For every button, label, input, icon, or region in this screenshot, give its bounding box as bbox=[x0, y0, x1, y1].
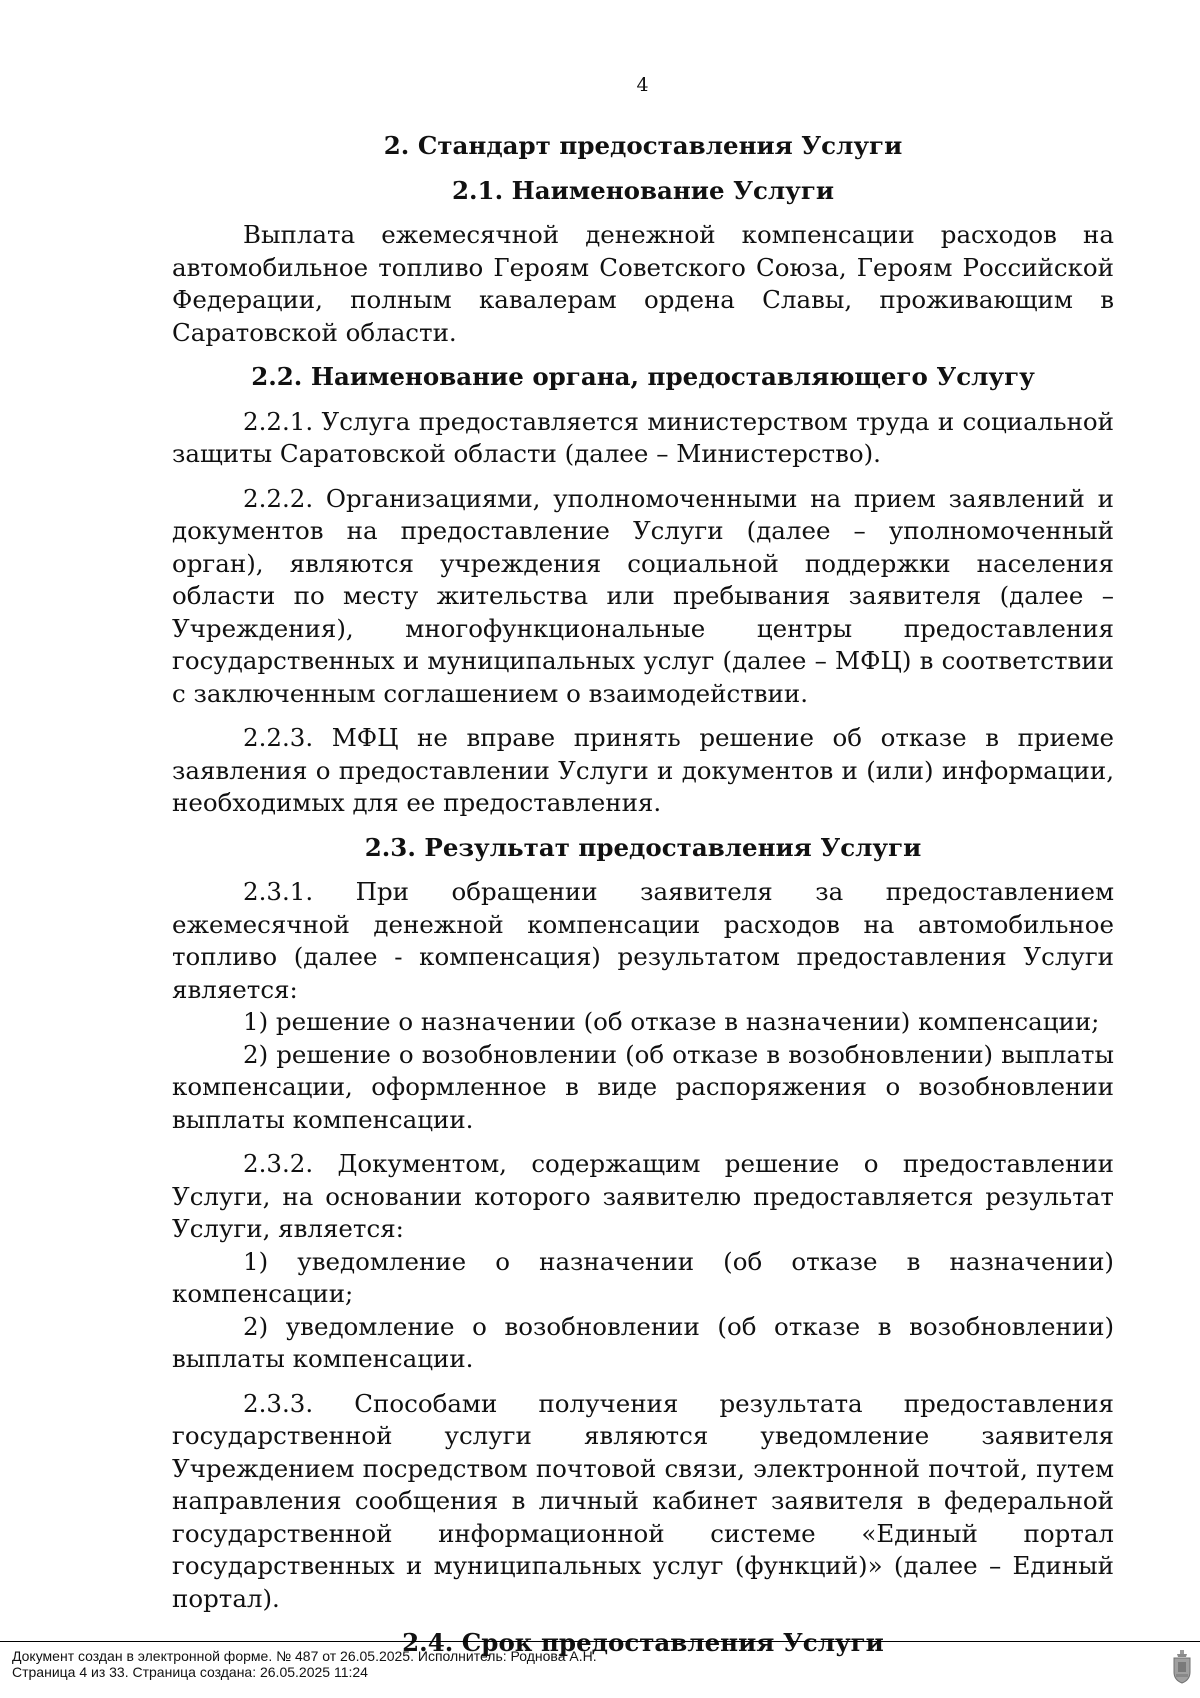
section-heading-standard: 2. Стандарт предоставления Услуги bbox=[383, 131, 903, 160]
list-item-2-3-1-1: 1) решение о назначении (об отказе в назначении) компенсации; bbox=[243, 1007, 1100, 1036]
subsection-heading-authority: 2.2. Наименование органа, предоставляющего Услугу bbox=[251, 362, 1035, 391]
paragraph-2-3-1: 2.3.1. При обращении заявителя за предоставлением ежемесячной денежной компенсации расходов на автомобильное топливо (далее - компенсация) результатом предоставления Услуги является: bbox=[172, 877, 1114, 1004]
subsection-heading-result: 2.3. Результат предоставления Услуги bbox=[364, 832, 922, 862]
paragraph-2-2-2: 2.2.2. Организациями, уполномоченными на прием заявлений и документов на предоставление Услуги (далее – уполномоченный орган), являются учреждения социальной поддержки населения области по месту жительства или пребывания заявителя (далее – Учреждения), многофункциональные центры предоставления государственных и муниципальных услуг (далее – МФЦ) в соответствии с заключенным соглашением о взаимодействии. bbox=[172, 483, 1114, 708]
footer-line-document-info: Документ создан в электронной форме. № 487 от 26.05.2025. Исполнитель: Роднова А.Н. bbox=[12, 1648, 597, 1664]
document-body bbox=[172, 130, 1114, 1672]
list-item-2-3-1-2: 2) решение о возобновлении (об отказе в возобновлении) выплаты компенсации, оформленное в виде распоряжения о возобновлении выплаты компенсации. bbox=[172, 1039, 1114, 1134]
paragraph-2-2-1: 2.2.1. Услуга предоставляется министерством труда и социальной защиты Саратовской области (далее – Министерство). bbox=[172, 406, 1114, 468]
subsection-heading-name: 2.1. Наименование Услуги bbox=[451, 175, 835, 205]
paragraph-2-2-3: 2.2.3. МФЦ не вправе принять решение об отказе в приеме заявления о предоставлении Услуги и документов и (или) информации, необходимых для ее предоставления. bbox=[172, 723, 1114, 817]
footer-divider bbox=[0, 1641, 1200, 1642]
footer bbox=[12, 1648, 597, 1680]
list-item-2-3-2-1: 1) уведомление о назначении (об отказе в назначении) компенсации; bbox=[172, 1246, 1114, 1308]
list-item-2-3-2-2: 2) уведомление о возобновлении (об отказе в возобновлении) выплаты компенсации. bbox=[172, 1311, 1114, 1373]
paragraph-2-3-2: 2.3.2. Документом, содержащим решение о предоставлении Услуги, на основании которого заявителю предоставляется результат Услуги, является: bbox=[172, 1149, 1114, 1243]
paragraph-service-name: Выплата ежемесячной денежной компенсации расходов на автомобильное топливо Героям Советского Союза, Героям Российской Федерации, полным кавалерам ордена Славы, проживающим в Саратовской области. bbox=[172, 220, 1114, 347]
coat-of-arms-icon bbox=[1172, 1650, 1192, 1684]
footer-line-page-info: Страница 4 из 33. Страница создана: 26.05.2025 11:24 bbox=[12, 1664, 368, 1680]
subsection-heading-term: 2.4. Срок предоставления Услуги bbox=[402, 1628, 884, 1657]
page-number: 4 bbox=[636, 74, 649, 96]
paragraph-2-3-3: 2.3.3. Способами получения результата предоставления государственной услуги являются уведомление заявителя Учреждением посредством почтовой связи, электронной почтой, путем направления сообщения в личный кабинет заявителя в федеральной государственной информационной системе «Единый портал государственных и муниципальных услуг (функций)» (далее – Единый портал). bbox=[172, 1388, 1114, 1613]
